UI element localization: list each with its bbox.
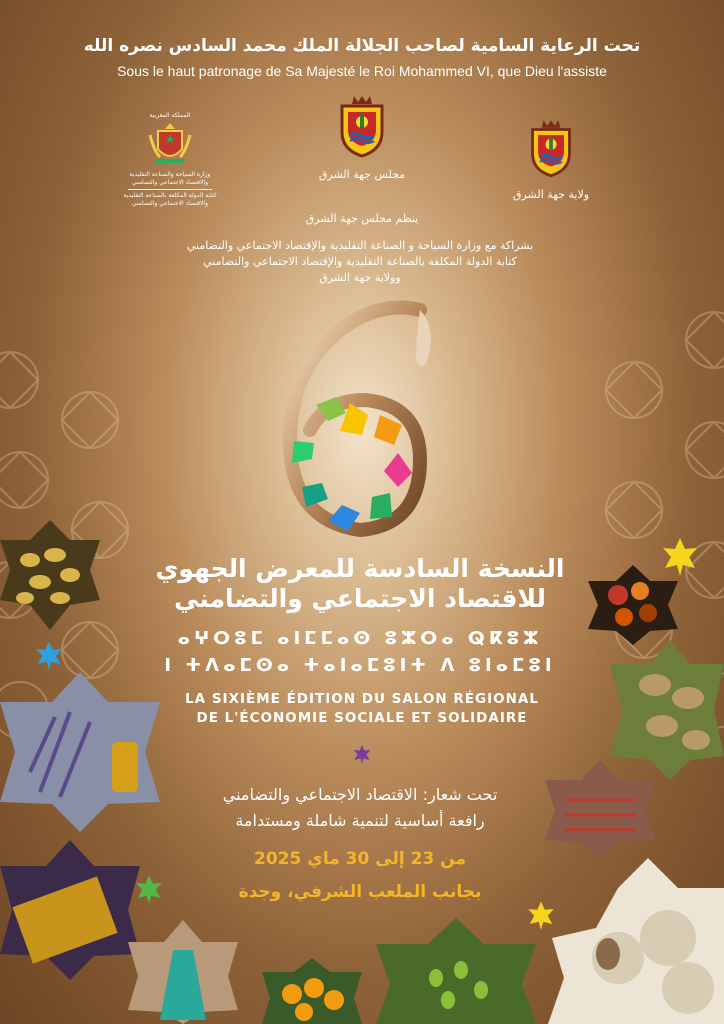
wilaya-caption: ولاية جهة الشرق [512,188,590,201]
sheep-photo [548,858,724,1024]
kingdom-label: المملكة المغربية [149,112,191,119]
caftan-photo [128,920,238,1024]
event-venue: بجانب الملعب الشرفي، وجدة [238,882,482,902]
oranges-photo [262,958,362,1024]
council-logo-block [312,94,412,181]
moroccan-coat-of-arms-icon [148,121,192,167]
sixth-edition-flower-logo [270,290,450,550]
spices-photo [588,565,678,645]
weaving-photo [545,760,655,860]
honeycomb-photo [0,840,140,980]
star-blue-icon [34,640,64,670]
wilaya-logo-block [506,118,596,201]
rosemary-oil-photo [0,672,160,832]
ministry-logo-block [120,112,220,208]
title-tifinagh-line2: ⵏ ⵜⴷⴰⵎⵙⴰ ⵜⴰⵏⴰⵎⵓⵏⵜ ⴷ ⵓⵏⴰⵎⵓⵏ [164,655,556,676]
oriental-region-shield-icon [336,94,388,158]
event-slogan: تحت شعار: الاقتصاد الاجتماعي والتضامني رافعة أساسية لتنمية شاملة ومستدامة [222,785,498,830]
dates-photo [0,520,100,630]
event-dates: من 23 إلى 30 ماي 2025 [254,849,466,869]
patronage-french: Sous le haut patronage de Sa Majesté le Roi Mohammed VI, que Dieu l'assiste [117,63,607,79]
partners-text: بشراكة مع وزارة السياحة و الصناعة التقليدية والإقتصاد الاجتماعي والتضامني كتابة الدولة المكلفة بالصناعة التقليدية والإقتصاد الاجتماعي والتضامني وولاية جهة الشرق [186,239,534,284]
council-caption: مجلس جهة الشرق [318,168,406,181]
organizer-text: ينظم مجلس جهة الشرق [305,212,419,225]
ministry-name: وزارة السياحة والصناعة التقليدية والاقتصاد الاجتماعي والتضامني كتابة الدولة المكلفة بالصناعة التقليدية والاقتصاد الاجتماعي والتضامني [123,171,217,207]
title-french: LA SIXIÈME ÉDITION DU SALON RÉGIONAL DE L'ÉCONOMIE SOCIALE ET SOLIDAIRE [185,691,539,726]
olives-photo [376,918,536,1024]
almonds-photo [610,640,724,780]
star-purple-icon [352,744,372,764]
title-arabic: النسخة السادسة للمعرض الجهوي للاقتصاد الاجتماعي والتضامني [155,554,565,613]
oriental-region-shield-icon [527,118,575,178]
title-tifinagh-line1: ⴰⵖⵔⵓⵎ ⴰⵏⵎⵎⴰⵙ ⵓⵣⵔⴰ ⵕⴽⵓⵣ [177,628,543,649]
patronage-arabic: تحت الرعاية السامية لصاحب الجلالة الملك محمد السادس نصره الله [83,36,641,56]
